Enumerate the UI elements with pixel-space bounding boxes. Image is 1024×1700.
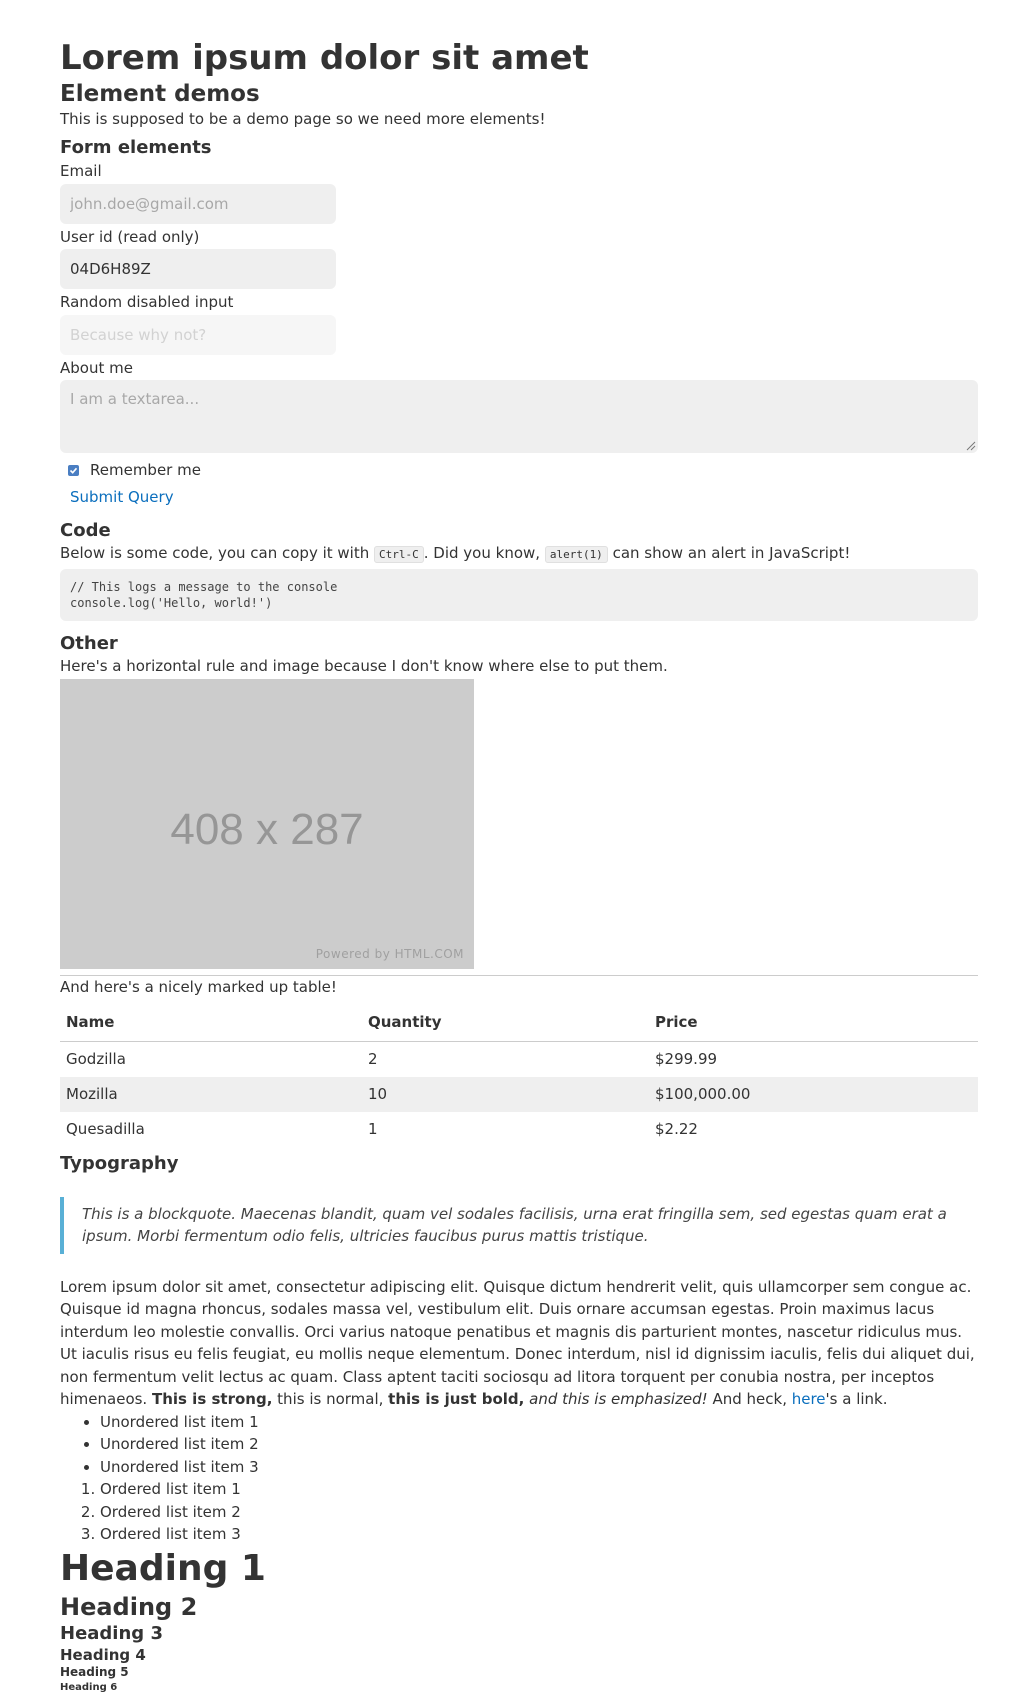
about-me-textarea[interactable] bbox=[60, 380, 978, 453]
userid-label: User id (read only) bbox=[60, 227, 200, 246]
table-header-price: Price bbox=[649, 1003, 978, 1042]
element-demos-intro: This is supposed to be a demo page so we need more elements! bbox=[60, 110, 546, 129]
lorem-text: Lorem ipsum dolor sit amet, consectetur adipiscing elit. Quisque dictum hendrerit velit, quis ullamcorper sem congue ac. Quisque id magna rhoncus, sodales massa vel, vestibulum elit. Duis ornare accumsan egestas. Proin maximus lacus interdum leo molestie convallis. Orci varius natoque penatibus et magnis dis parturient montes, nascetur ridiculus mus. Ut iaculis risus eu felis feugiat, eu mollis neque elementum. Donec interdum, nisl id dignissim iaculis, felis dui aliquet dui, non fermentum velit lectus ac quam. Class aptent taciti sociosqu ad litora torquent per conubia nostra, per inceptos himenaeos. bbox=[60, 1277, 975, 1409]
kbd-ctrl-c: Ctrl-C bbox=[374, 546, 424, 563]
code-heading: Code bbox=[60, 520, 111, 542]
here-link[interactable]: here bbox=[791, 1390, 826, 1409]
strong-text: This is strong, bbox=[151, 1390, 273, 1409]
table-cell: Godzilla bbox=[66, 1050, 126, 1069]
demo-form bbox=[60, 162, 978, 508]
lorem-paragraph bbox=[60, 1276, 978, 1411]
after-link-text: 's a link. bbox=[825, 1390, 888, 1409]
heading-4: Heading 4 bbox=[60, 1645, 146, 1664]
heading-3: Heading 3 bbox=[60, 1623, 163, 1645]
remember-me-row bbox=[60, 459, 978, 482]
userid-field[interactable] bbox=[60, 249, 336, 289]
table-cell: 10 bbox=[362, 1077, 649, 1112]
form-elements-heading: Form elements bbox=[60, 136, 212, 158]
heading-5: Heading 5 bbox=[60, 1665, 129, 1680]
list-item: 2. Ordered list item 2 bbox=[100, 1501, 978, 1524]
code-block: // This logs a message to the console console.log('Hello, world!') bbox=[60, 569, 978, 621]
ordered-list bbox=[60, 1478, 978, 1546]
remember-me-label: Remember me bbox=[90, 461, 201, 480]
table-row bbox=[60, 1112, 978, 1147]
table-cell: 2 bbox=[368, 1050, 378, 1069]
other-intro: Here's a horizontal rule and image because I don't know where else to put them. bbox=[60, 656, 668, 675]
table-cell: 1 bbox=[368, 1120, 378, 1139]
heading-2: Heading 2 bbox=[60, 1593, 198, 1622]
table-cell: $100,000.00 bbox=[649, 1077, 978, 1112]
list-item: • Unordered list item 3 bbox=[100, 1456, 978, 1479]
heading-6: Heading 6 bbox=[60, 1681, 118, 1693]
placeholder-image bbox=[60, 679, 474, 969]
list-item: 1. Ordered list item 1 bbox=[100, 1478, 978, 1501]
data-table bbox=[60, 1003, 978, 1148]
table-row bbox=[60, 1042, 978, 1078]
heck-text: And heck, bbox=[707, 1390, 792, 1409]
about-me-label: About me bbox=[60, 358, 133, 377]
code-intro-text-2: . Did you know, bbox=[423, 544, 545, 563]
table-cell: $2.22 bbox=[655, 1120, 698, 1139]
emphasized-text: and this is emphasized! bbox=[524, 1390, 708, 1409]
table-cell: $299.99 bbox=[655, 1050, 718, 1069]
list-item: • Unordered list item 1 bbox=[100, 1411, 978, 1434]
page-content bbox=[60, 0, 978, 1694]
unordered-list bbox=[60, 1411, 978, 1479]
about-me-wrapper bbox=[60, 380, 978, 453]
typography-heading: Typography bbox=[60, 1153, 179, 1175]
disabled-input bbox=[60, 315, 336, 355]
disabled-input-label: Random disabled input bbox=[60, 293, 234, 312]
table-header-quantity: Quantity bbox=[362, 1003, 649, 1042]
resize-grip-icon[interactable] bbox=[964, 439, 976, 451]
table-header-name: Name bbox=[60, 1003, 362, 1042]
code-intro-text-3: can show an alert in JavaScript! bbox=[607, 544, 851, 563]
list-item: • Unordered list item 2 bbox=[100, 1433, 978, 1456]
remember-me-checkbox[interactable] bbox=[68, 465, 79, 476]
heading-1: Heading 1 bbox=[60, 1547, 266, 1589]
email-field[interactable] bbox=[60, 184, 336, 224]
table-cell: Mozilla bbox=[60, 1077, 362, 1112]
table-row bbox=[60, 1077, 978, 1112]
email-label: Email bbox=[60, 162, 102, 181]
normal-text: this is normal, bbox=[272, 1390, 389, 1409]
page-title: Lorem ipsum dolor sit amet bbox=[60, 38, 589, 78]
table-intro: And here's a nicely marked up table! bbox=[60, 978, 337, 997]
table-header-row bbox=[60, 1003, 978, 1042]
inline-code-alert: alert(1) bbox=[545, 546, 608, 563]
element-demos-heading: Element demos bbox=[60, 80, 260, 107]
list-item: 3. Ordered list item 3 bbox=[100, 1523, 978, 1546]
code-intro bbox=[60, 542, 978, 565]
image-dimensions-text: 408 x 287 bbox=[170, 805, 364, 855]
image-powered-by-text: Powered by HTML.COM bbox=[315, 947, 464, 962]
other-heading: Other bbox=[60, 632, 118, 654]
checkmark-icon bbox=[69, 466, 78, 475]
bold-text: this is just bold, bbox=[388, 1390, 525, 1409]
blockquote: This is a blockquote. Maecenas blandit, quam vel sodales facilisis, urna erat fringilla sem, sed egestas quam erat a ipsum. Morbi fermentum odio felis, ultricies faucibus purus mattis tristique. bbox=[60, 1197, 978, 1254]
submit-query-button[interactable]: Submit Query bbox=[70, 487, 174, 506]
table-cell: Quesadilla bbox=[66, 1120, 145, 1139]
code-intro-text-1: Below is some code, you can copy it with bbox=[60, 544, 375, 563]
